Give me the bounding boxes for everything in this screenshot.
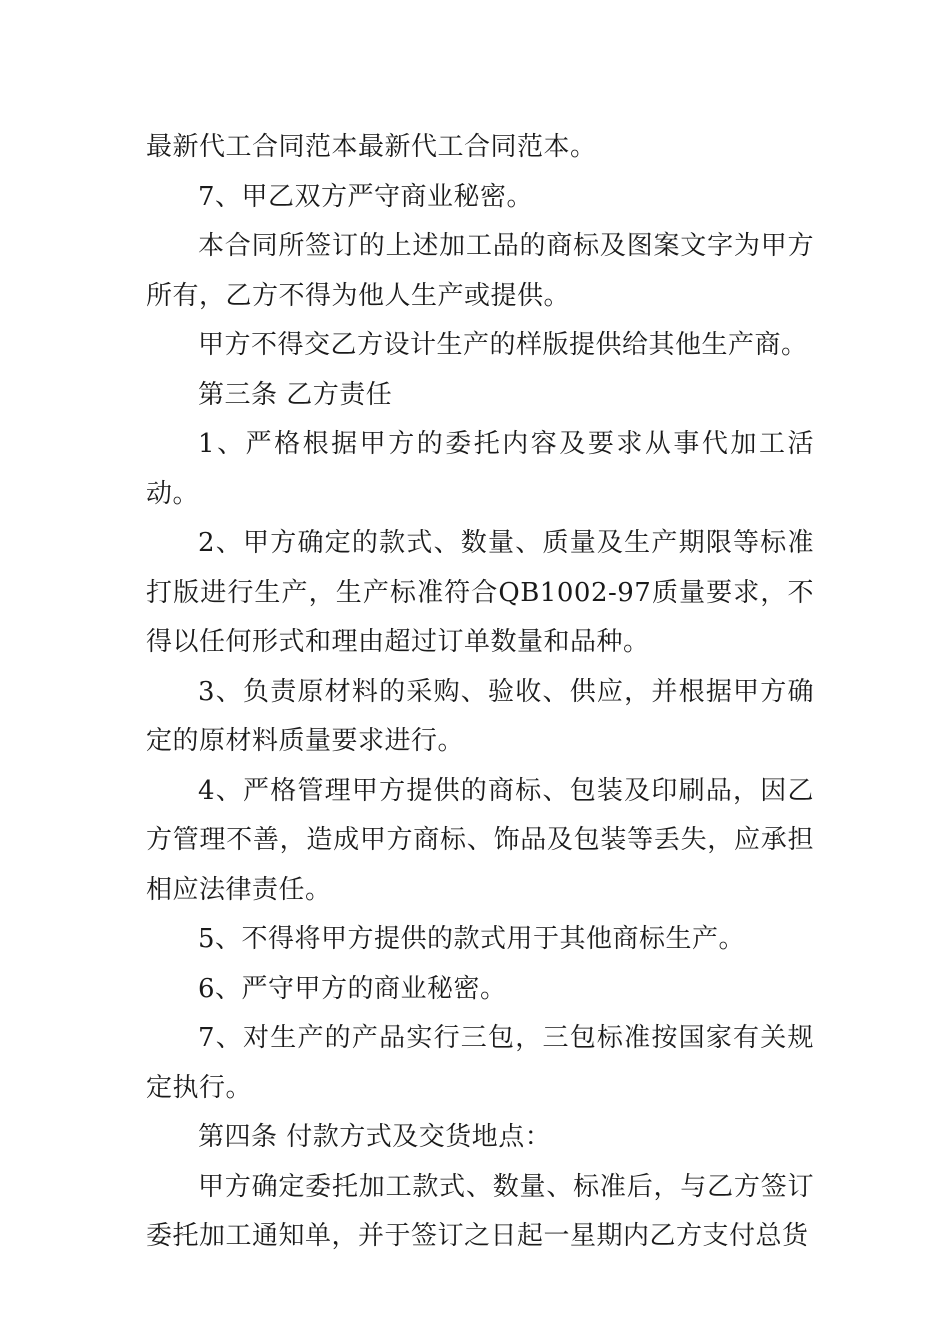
paragraph-item-7: 7、对生产的产品实行三包，三包标准按国家有关规定执行。 (146, 1023, 814, 1103)
paragraph-sample-restriction: 甲方不得交乙方设计生产的样版提供给其他生产商。 (198, 330, 808, 360)
paragraph-trademark-ownership: 本合同所签订的上述加工品的商标及图案文字为甲方所有，乙方不得为他人生产或提供。 (146, 231, 814, 311)
paragraph-item-3: 3、负责原材料的采购、验收、供应，并根据甲方确定的原材料质量要求进行。 (146, 676, 814, 756)
paragraph-clause-7-confidentiality: 7、甲乙双方严守商业秘密。 (198, 181, 534, 212)
paragraph-item-2: 2、甲方确定的款式、数量、质量及生产期限等标准打版进行生产，生产标准符合QB1002-97质量要求，不得以任何形式和理由超过订单数量和品种。 (146, 528, 814, 657)
paragraph-item-5: 5、不得将甲方提供的款式用于其他商标生产。 (198, 924, 746, 954)
document-body (146, 123, 814, 1262)
paragraph-item-1: 1、严格根据甲方的委托内容及要求从事代加工活动。 (146, 429, 814, 509)
paragraph-payment-terms: 甲方确定委托加工款式、数量、标准后，与乙方签订委托加工通知单，并于签订之日起一星期内乙方支付总货 (146, 1171, 814, 1251)
section-heading-article-4: 第四条 付款方式及交货地点： (198, 1122, 552, 1152)
paragraph-item-4: 4、严格管理甲方提供的商标、包装及印刷品，因乙方管理不善，造成甲方商标、饰品及包装等丢失，应承担相应法律责任。 (146, 775, 814, 905)
paragraph-continuation: 最新代工合同范本最新代工合同范本。 (146, 132, 597, 162)
section-heading-article-3: 第三条 乙方责任 (198, 379, 393, 410)
paragraph-item-6: 6、严守甲方的商业秘密。 (198, 973, 507, 1004)
